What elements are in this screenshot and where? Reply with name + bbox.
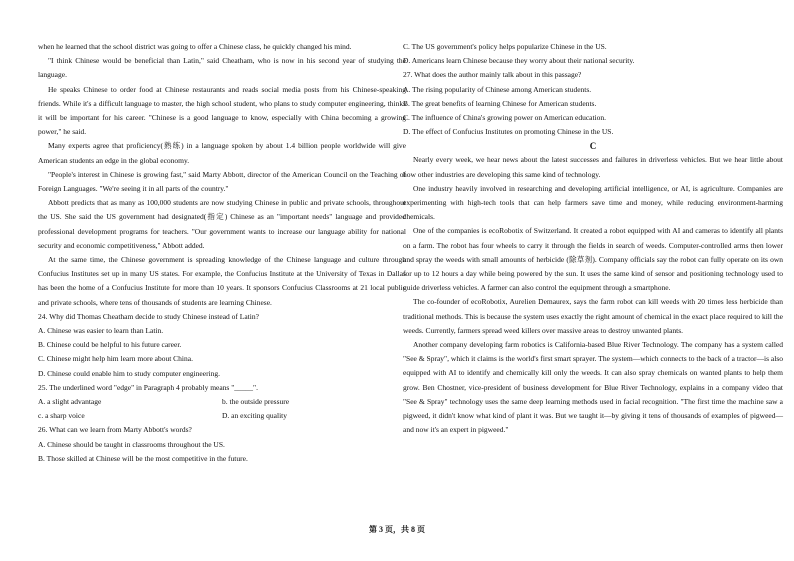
question-25-options-row-2 (38, 409, 406, 423)
question-26-option-b: B. Those skilled at Chinese will be the most competitive in the future. (38, 453, 248, 463)
question-26-stem: 26. What can we learn from Marty Abbott's words? (38, 425, 192, 435)
question-26-option-a: A. Chinese should be taught in classrooms throughout the US. (38, 439, 225, 449)
passage-paragraph: Many experts agree that proficiency(熟练) in a language spoken by about 1.4 billion people worldwide will give American students an edge in the global economy. (38, 141, 406, 165)
question-27-stem: 27. What does the author mainly talk about in this passage? (403, 70, 582, 80)
question-24-option-a: A. Chinese was easier to learn than Latin. (38, 326, 164, 336)
question-27-option-a: A. The rising popularity of Chinese among American students. (403, 84, 592, 94)
left-column (38, 40, 406, 466)
passage-paragraph: The co-founder of ecoRobotix, Aurelien Demaurex, says the farm robot can kill weeds with 20 times less herbicide than traditional methods. This is because the system uses exactly the right amount of chemical in the exact place required to kill the weeds. Currently, farmers spread weed killers over massive areas to destroy unwanted plants. (403, 297, 783, 335)
question-27-option-c: C. The influence of China's growing power on American education. (403, 113, 607, 123)
passage-paragraph: He speaks Chinese to order food at Chinese restaurants and reads social media posts from his Chinese-speaking friends. While it's a difficult language to master, the high school student, who plans to study computer engineering, thinks it will be important for his career. "Chinese is a good language to know, especially with China becoming a growing power," he said. (38, 84, 406, 137)
question-25-stem: 25. The underlined word "edge" in Paragraph 4 probably means "_____". (38, 382, 258, 392)
question-24-option-b: B. Chinese could be helpful to his future career. (38, 340, 182, 350)
passage-paragraph: "People's interest in Chinese is growing fast," said Marty Abbott, director of the American Council on the Teaching of Foreign Languages. "We're seeing it in all parts of the country." (38, 169, 406, 194)
question-26-option-c: C. The US government's policy helps popularize Chinese in the US. (403, 42, 607, 51)
passage-paragraph: Nearly every week, we hear news about the latest successes and failures in driverless vehicles. But we hear little about how other industries are developing this same kind of technology. (403, 155, 783, 179)
question-25-option-a: A. a slight advantage (38, 397, 102, 407)
question-24-option-d: D. Chinese could enable him to study computer engineering. (38, 368, 221, 378)
question-24-option-c: C. Chinese might help him learn more about China. (38, 354, 193, 364)
passage-paragraph: "I think Chinese would be beneficial than Latin," said Cheatham, who is now in his second year of studying the language. (38, 56, 406, 80)
page-number-footer: 第 3 页，共 8 页 (369, 525, 425, 534)
passage-paragraph: One of the companies is ecoRobotix of Switzerland. It created a robot equipped with AI and cameras to identify all plants on a farm. The robot has four wheels to carry it through the fields in search of weeds. Computer-controlled arms then lower and spray the weeds with small amounts of herbicide (除草剂). Company officials say the robot can fully operate on its own for up to 12 hours a day while being powered by the sun. It uses the same kind of sensor and positioning technology used to guide driverless vehicles. A farmer can also control the equipment through a smartphone. (403, 226, 783, 293)
right-column (403, 40, 783, 437)
question-26-option-d: D. Americans learn Chinese because they worry about their national security. (403, 56, 635, 66)
question-25-option-c: c. a sharp voice (38, 411, 85, 421)
passage-paragraph: Abbott predicts that as many as 100,000 students are now studying Chinese in public and private schools, throughout the US. She said the US government had designated(指定) Chinese as an "important needs" language and provided professional development programs for teachers. "Our government wants to increase our language ability for national security and economic competitiveness," Abbott added. (38, 198, 406, 250)
passage-paragraph: One industry heavily involved in researching and developing artificial intelligence, or AI, is agriculture. Companies are experimenting with high-tech tools that can help farmers save time and money, while reducing environment-harming chemicals. (403, 183, 783, 222)
question-27-option-d: D. The effect of Confucius Institutes on promoting Chinese in the US. (403, 127, 614, 137)
question-24-stem: 24. Why did Thomas Cheatham decide to study Chinese instead of Latin? (38, 311, 259, 321)
question-25-options-row-1 (38, 395, 406, 409)
passage-paragraph: when he learned that the school district was going to offer a Chinese class, he quickly changed his mind. (38, 42, 352, 51)
section-label: C (589, 141, 597, 152)
passage-paragraph: At the same time, the Chinese government is spreading knowledge of the Chinese language and culture through Confucius Institutes set up in many US states. For example, the Confucius Institute at the University of Texas in Dallas has been the home of a Confucius Institute for more than 10 years. It sponsors Confucius Classrooms at 21 local public and private schools, where tens of thousands of students are learning Chinese. (38, 255, 406, 307)
question-25-option-d: D. an exciting quality (222, 411, 287, 421)
question-25-option-b: b. the outside pressure (222, 397, 290, 407)
question-27-option-b: B. The great benefits of learning Chinese for American students. (403, 98, 597, 108)
passage-paragraph: Another company developing farm robotics is California-based Blue River Technology. The company has a system called "See & Spray", which it claims is the world's first smart sprayer. The system—which connects to the back of a tractor—is also equipped with AI to identify and chemically kill only the weeds. It can also spray chemicals on wanted plants to help them grow. Ben Chostner, vice-president of business development for Blue River Technology, explains in a company video that "See & Spray" technology uses the same deep learning methods used in facial recognition. "The first time the machine saw a pigweed, it didn't know what kind of plant it was. But we taught it—by giving it tens of thousands of examples of pigweed—and now it's an expert in pigweed." (403, 340, 783, 435)
